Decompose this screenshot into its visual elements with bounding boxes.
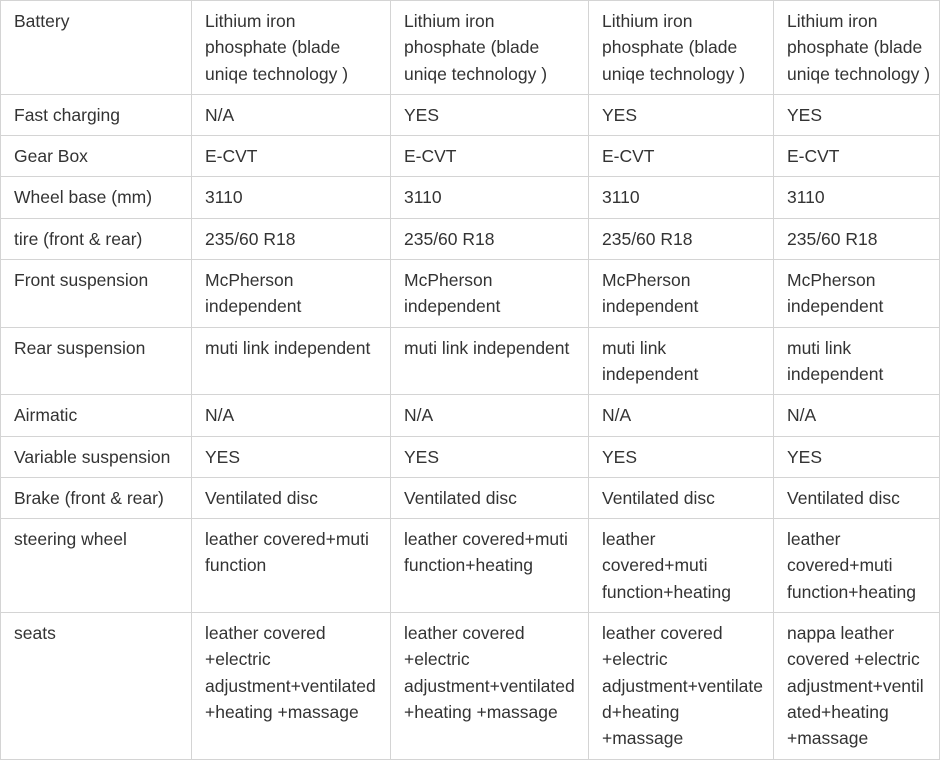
- table-row-wheel-base: [1, 177, 940, 218]
- cell-variant-1: Lithium iron phosphate (blade uniqe technology ): [192, 1, 391, 95]
- cell-variant-4: nappa leather covered +electric adjustment+ventilated+heating +massage: [774, 613, 940, 759]
- cell-variant-2: E-CVT: [391, 136, 589, 177]
- cell-variant-2: YES: [391, 94, 589, 135]
- cell-variant-1: Ventilated disc: [192, 477, 391, 518]
- cell-variant-4: McPherson independent: [774, 260, 940, 328]
- cell-variant-3: YES: [589, 94, 774, 135]
- cell-variant-4: YES: [774, 436, 940, 477]
- cell-variant-3: E-CVT: [589, 136, 774, 177]
- cell-variant-4: Lithium iron phosphate (blade uniqe technology ): [774, 1, 940, 95]
- table-row-gear-box: [1, 136, 940, 177]
- cell-variant-2: YES: [391, 436, 589, 477]
- cell-variant-3: Ventilated disc: [589, 477, 774, 518]
- cell-variant-4: Ventilated disc: [774, 477, 940, 518]
- cell-variant-2: 235/60 R18: [391, 218, 589, 259]
- table-row-variable-suspension: [1, 436, 940, 477]
- cell-variant-3: Lithium iron phosphate (blade uniqe technology ): [589, 1, 774, 95]
- cell-variant-1: 235/60 R18: [192, 218, 391, 259]
- row-label: Airmatic: [1, 395, 192, 436]
- cell-variant-4: E-CVT: [774, 136, 940, 177]
- cell-variant-3: muti link independent: [589, 327, 774, 395]
- cell-variant-1: McPherson independent: [192, 260, 391, 328]
- cell-variant-1: N/A: [192, 94, 391, 135]
- cell-variant-3: YES: [589, 436, 774, 477]
- cell-variant-4: leather covered+muti function+heating: [774, 519, 940, 613]
- table-row-fast-charging: [1, 94, 940, 135]
- cell-variant-2: Lithium iron phosphate (blade uniqe technology ): [391, 1, 589, 95]
- cell-variant-3: 3110: [589, 177, 774, 218]
- table-row-steering-wheel: [1, 519, 940, 613]
- cell-variant-2: leather covered +electric adjustment+ventilated+heating +massage: [391, 613, 589, 759]
- row-label: Front suspension: [1, 260, 192, 328]
- row-label: tire (front & rear): [1, 218, 192, 259]
- cell-variant-1: YES: [192, 436, 391, 477]
- table-row-airmatic: [1, 395, 940, 436]
- row-label: Battery: [1, 1, 192, 95]
- cell-variant-4: N/A: [774, 395, 940, 436]
- table-row-brake: [1, 477, 940, 518]
- cell-variant-3: 235/60 R18: [589, 218, 774, 259]
- cell-variant-1: N/A: [192, 395, 391, 436]
- row-label: Wheel base (mm): [1, 177, 192, 218]
- cell-variant-2: Ventilated disc: [391, 477, 589, 518]
- table-row-rear-suspension: [1, 327, 940, 395]
- cell-variant-4: 3110: [774, 177, 940, 218]
- cell-variant-4: 235/60 R18: [774, 218, 940, 259]
- row-label: seats: [1, 613, 192, 759]
- row-label: steering wheel: [1, 519, 192, 613]
- cell-variant-3: leather covered +electric adjustment+ventilated+heating +massage: [589, 613, 774, 759]
- cell-variant-3: leather covered+muti function+heating: [589, 519, 774, 613]
- table-row-battery: [1, 1, 940, 95]
- row-label: Variable suspension: [1, 436, 192, 477]
- cell-variant-2: McPherson independent: [391, 260, 589, 328]
- row-label: Gear Box: [1, 136, 192, 177]
- cell-variant-1: leather covered+muti function: [192, 519, 391, 613]
- cell-variant-2: leather covered+muti function+heating: [391, 519, 589, 613]
- table-row-front-suspension: [1, 260, 940, 328]
- cell-variant-1: muti link independent: [192, 327, 391, 395]
- row-label: Rear suspension: [1, 327, 192, 395]
- cell-variant-4: muti link independent: [774, 327, 940, 395]
- cell-variant-2: N/A: [391, 395, 589, 436]
- row-label: Fast charging: [1, 94, 192, 135]
- cell-variant-2: 3110: [391, 177, 589, 218]
- table-row-tire: [1, 218, 940, 259]
- cell-variant-1: 3110: [192, 177, 391, 218]
- table-row-seats: [1, 613, 940, 759]
- cell-variant-3: McPherson independent: [589, 260, 774, 328]
- cell-variant-4: YES: [774, 94, 940, 135]
- cell-variant-3: N/A: [589, 395, 774, 436]
- row-label: Brake (front & rear): [1, 477, 192, 518]
- cell-variant-2: muti link independent: [391, 327, 589, 395]
- cell-variant-1: leather covered +electric adjustment+ventilated+heating +massage: [192, 613, 391, 759]
- cell-variant-1: E-CVT: [192, 136, 391, 177]
